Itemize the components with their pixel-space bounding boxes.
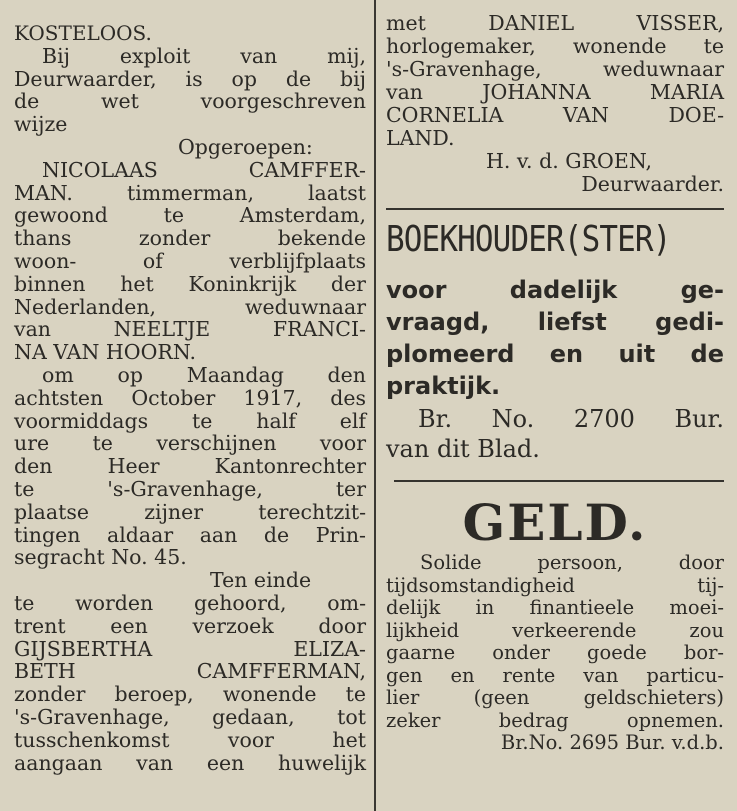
notice-line: aangaan van een huwelijk: [14, 750, 366, 775]
ad-line: gen en rente van particu-: [386, 663, 724, 687]
notice-subheading: Ten einde: [210, 568, 312, 593]
notice-line: 's-Gravenhage, weduwnaar: [386, 57, 724, 81]
notice-line: NA VAN HOORN.: [14, 340, 196, 365]
notice-line: MAN. timmerman, laatst: [14, 180, 366, 205]
notice-column-left: [14, 22, 366, 774]
notice-line: om op Maandag den: [42, 362, 366, 387]
ad-title: GELD.: [462, 493, 648, 552]
notice-line: te worden gehoord, om-: [14, 590, 366, 615]
notice-column-right: [386, 12, 724, 755]
ad-line: praktijk.: [386, 372, 501, 400]
notice-line: tingen aldaar aan de Prin-: [14, 522, 366, 547]
notice-line: 's-Gravenhage, gedaan, tot: [14, 704, 366, 729]
ad-reference: van dit Blad.: [386, 435, 540, 463]
notice-line: tusschenkomst voor het: [14, 727, 366, 752]
notice-line: te 's-Gravenhage, ter: [14, 476, 366, 501]
ad-line: gaarne onder goede bor-: [386, 641, 724, 664]
notice-line: Deurwaarder, is op de bij: [14, 66, 366, 91]
notice-line: binnen het Koninkrijk der: [14, 271, 366, 296]
signature-name: H. v. d. GROEN,: [486, 149, 652, 173]
ad-title: BOEKHOUDER(STER): [386, 219, 671, 260]
notice-line: GIJSBERTHA ELIZA-: [14, 636, 366, 661]
ad-line: tijdsomstandigheid tij-: [386, 573, 724, 597]
notice-line: van NEELTJE FRANCI-: [14, 317, 366, 342]
ad-line: lijkheid verkeerende zou: [386, 618, 724, 642]
notice-line: achtsten October 1917, des: [14, 385, 366, 410]
ad-money: [386, 493, 724, 755]
notice-line: CORNELIA VAN DOE-: [386, 103, 724, 127]
ad-line: lier (geen geldschieters): [386, 686, 724, 709]
column-divider: [374, 0, 376, 811]
notice-line: BETH CAMFFERMAN,: [14, 659, 366, 684]
notice-line: wijze: [14, 112, 68, 137]
notice-line: de wet voorgeschreven: [14, 89, 366, 114]
section-divider: [386, 208, 724, 210]
notice-line: met DANIEL VISSER,: [386, 11, 724, 35]
notice-line: LAND.: [386, 126, 455, 150]
notice-line: ure te verschijnen voor: [14, 431, 366, 456]
notice-line: plaatse zijner terechtzit-: [14, 499, 366, 524]
ad-reference: Br. No. 2700 Bur.: [418, 405, 724, 433]
ad-line: plomeerd en uit de: [386, 340, 724, 368]
ad-bookkeeper: [386, 220, 724, 464]
ad-line: Solide persoon, door: [420, 551, 724, 574]
notice-heading: KOSTELOOS.: [14, 21, 152, 45]
notice-line: woon- of verblijfplaats: [14, 248, 366, 273]
notice-line: thans zonder bekende: [14, 226, 366, 251]
notice-line: segracht No. 45.: [14, 545, 187, 570]
section-divider: [394, 480, 724, 482]
notice-line: Bij exploit van mij,: [42, 43, 366, 68]
notice-line: trent een verzoek door: [14, 613, 366, 638]
notice-line: horlogemaker, wonende te: [386, 34, 724, 58]
notice-line: gewoond te Amsterdam,: [14, 203, 366, 228]
notice-line: den Heer Kantonrechter: [14, 454, 366, 479]
notice-line: NICOLAAS CAMFFER-: [42, 157, 366, 182]
ad-line: zeker bedrag opnemen.: [386, 708, 724, 732]
notice-subheading: Opgeroepen:: [178, 134, 313, 159]
notice-line: voormiddags te half elf: [14, 408, 366, 433]
ad-line: delijk in finantieele moei-: [386, 596, 724, 619]
notice-line: zonder beroep, wonende te: [14, 682, 366, 707]
notice-line: Nederlanden, weduwnaar: [14, 294, 366, 319]
notice-line: van JOHANNA MARIA: [386, 80, 724, 104]
ad-line: voor dadelijk ge-: [386, 276, 724, 304]
ad-reference: Br.No. 2695 Bur. v.d.b.: [500, 731, 724, 754]
ad-line: vraagd, liefst gedi-: [386, 308, 724, 336]
signature-title: Deurwaarder.: [581, 172, 724, 196]
